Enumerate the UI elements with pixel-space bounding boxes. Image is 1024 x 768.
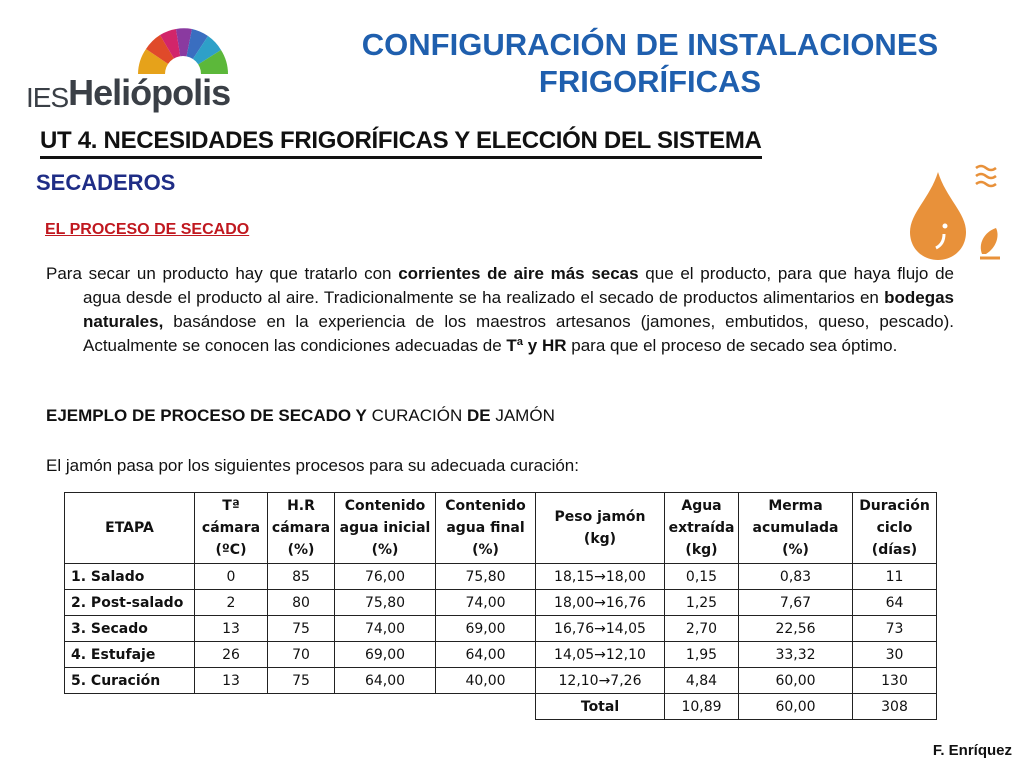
page-title-line1: CONFIGURACIÓN DE INSTALACIONES	[361, 27, 939, 62]
example-intro: El jamón pasa por los siguientes procesos para su adecuada curación:	[46, 456, 579, 475]
table-cell: 75,80	[335, 590, 436, 616]
table-cell: 85	[268, 564, 335, 590]
header-line: cámara	[271, 520, 331, 536]
table-cell: 13	[195, 668, 268, 694]
table-cell: 64,00	[436, 642, 536, 668]
table-cell: 22,56	[739, 616, 853, 642]
empty-cell	[335, 694, 436, 720]
table-cell: 75,80	[436, 564, 536, 590]
table-cell: 12,10→7,26	[536, 668, 665, 694]
table-cell: 1. Salado	[65, 564, 195, 590]
table-header-cell	[739, 493, 853, 564]
table-cell: 16,76→14,05	[536, 616, 665, 642]
header-line: acumulada	[752, 520, 839, 536]
total-value-cell: 10,89	[665, 694, 739, 720]
table-cell: 5. Curación	[65, 668, 195, 694]
para-text-1: Para secar un producto hay que tratarlo con	[46, 264, 399, 283]
table-cell: 74,00	[436, 590, 536, 616]
logo-name: Heliópolis	[68, 72, 231, 113]
table-header-cell	[665, 493, 739, 564]
table-row	[65, 590, 937, 616]
empty-cell	[195, 694, 268, 720]
example-title-part3: DE	[467, 406, 491, 425]
table-cell: 3. Secado	[65, 616, 195, 642]
table-cell: 0,83	[739, 564, 853, 590]
header-line: (%)	[782, 542, 809, 558]
table-cell: 70	[268, 642, 335, 668]
empty-cell	[268, 694, 335, 720]
table-cell: 18,00→16,76	[536, 590, 665, 616]
header-line: Agua	[681, 498, 722, 514]
table-header-cell	[268, 493, 335, 564]
header-line: agua final	[446, 520, 525, 536]
table-cell: 4,84	[665, 668, 739, 694]
table-cell: 80	[268, 590, 335, 616]
table-header-row	[65, 493, 937, 564]
header-line: (%)	[371, 542, 399, 558]
table-row	[65, 642, 937, 668]
unit-title: UT 4. NECESIDADES FRIGORÍFICAS Y ELECCIÓN DEL SISTEMA	[40, 127, 762, 159]
table-cell: 40,00	[436, 668, 536, 694]
table-cell: 64	[853, 590, 937, 616]
table-cell: 30	[853, 642, 937, 668]
header-line: agua inicial	[339, 520, 431, 536]
para-bold-2: bodegas naturales,	[83, 288, 954, 331]
table-cell: 69,00	[436, 616, 536, 642]
table-row	[65, 668, 937, 694]
section-heading: SECADEROS	[36, 170, 176, 195]
table-cell: 1,25	[665, 590, 739, 616]
table-row	[65, 564, 937, 590]
table-header-cell	[853, 493, 937, 564]
header-line: (ºC)	[215, 542, 247, 558]
header-line: cámara	[201, 520, 261, 536]
table-cell: 2. Post-salado	[65, 590, 195, 616]
para-text-3: basándose en la experiencia de los maestros artesanos (jamones, embutidos, queso, pescado). Actualmente se conocen las condiciones adecuadas de	[83, 312, 954, 355]
empty-cell	[65, 694, 195, 720]
table-cell: 4. Estufaje	[65, 642, 195, 668]
table-cell: 73	[853, 616, 937, 642]
para-text-2: que el producto, para que haya flujo de agua desde el producto al aire. Tradicionalmente se ha realizado el secado de productos alimentarios en	[83, 264, 954, 307]
header-line: (%)	[287, 542, 315, 558]
table-cell: 13	[195, 616, 268, 642]
header-line: Merma	[768, 498, 823, 514]
empty-cell	[436, 694, 536, 720]
table-total-row	[65, 694, 937, 720]
table-cell: 33,32	[739, 642, 853, 668]
table-cell: 2,70	[665, 616, 739, 642]
table-cell: 0,15	[665, 564, 739, 590]
header-line: Tª	[222, 498, 240, 514]
table-cell: 2	[195, 590, 268, 616]
author-footer: F. Enríquez	[932, 742, 1012, 759]
table-header-cell	[195, 493, 268, 564]
header-line: Contenido	[344, 498, 426, 514]
ham-process-table	[64, 492, 937, 720]
table-cell: 18,15→18,00	[536, 564, 665, 590]
para-bold-1: corrientes de aire más secas	[398, 264, 639, 283]
header-line: (kg)	[583, 531, 617, 547]
table-header-cell	[335, 493, 436, 564]
example-title-part1: EJEMPLO DE PROCESO DE SECADO Y	[46, 406, 367, 425]
example-title	[46, 406, 555, 426]
table-cell: 130	[853, 668, 937, 694]
process-title: EL PROCESO DE SECADO	[45, 221, 250, 238]
table-cell: 1,95	[665, 642, 739, 668]
table-row	[65, 616, 937, 642]
table-cell: 69,00	[335, 642, 436, 668]
header-line: ciclo	[876, 520, 913, 536]
table-cell: 11	[853, 564, 937, 590]
header-line: (kg)	[685, 542, 718, 558]
header-line: extraída	[668, 520, 735, 536]
table-cell: 64,00	[335, 668, 436, 694]
para-bold-3: Tª y HR	[506, 336, 567, 355]
table-header-cell	[65, 493, 195, 564]
header-line: Duración	[859, 498, 930, 514]
school-logo	[22, 14, 262, 114]
logo-prefix: IES	[26, 82, 69, 113]
para-text-4: para que el proceso de secado sea óptimo.	[566, 336, 898, 355]
header-line: Peso jamón	[554, 509, 646, 525]
table-cell: 14,05→12,10	[536, 642, 665, 668]
table-cell: 76,00	[335, 564, 436, 590]
page-title-line2: FRIGORÍFICAS	[538, 64, 762, 99]
table-cell: 26	[195, 642, 268, 668]
table-header-cell	[536, 493, 665, 564]
total-value-cell: 308	[853, 694, 937, 720]
water-drop-icon	[900, 158, 1010, 268]
page-title	[300, 26, 1000, 100]
table-cell: 60,00	[739, 668, 853, 694]
header-line: (%)	[472, 542, 499, 558]
table-cell: 74,00	[335, 616, 436, 642]
example-title-part2: CURACIÓN	[366, 406, 467, 425]
rainbow-arc-icon	[118, 14, 248, 76]
header-line: H.R	[287, 498, 315, 514]
process-paragraph	[46, 262, 954, 358]
table-cell: 0	[195, 564, 268, 590]
header-line: ETAPA	[105, 520, 154, 536]
header-line: Contenido	[445, 498, 526, 514]
table-cell: 75	[268, 668, 335, 694]
table-cell: 75	[268, 616, 335, 642]
total-label-cell: Total	[536, 694, 665, 720]
example-title-part4: JAMÓN	[490, 406, 555, 425]
table-header-cell	[436, 493, 536, 564]
total-value-cell: 60,00	[739, 694, 853, 720]
header-line: (días)	[871, 542, 918, 558]
table-cell: 7,67	[739, 590, 853, 616]
